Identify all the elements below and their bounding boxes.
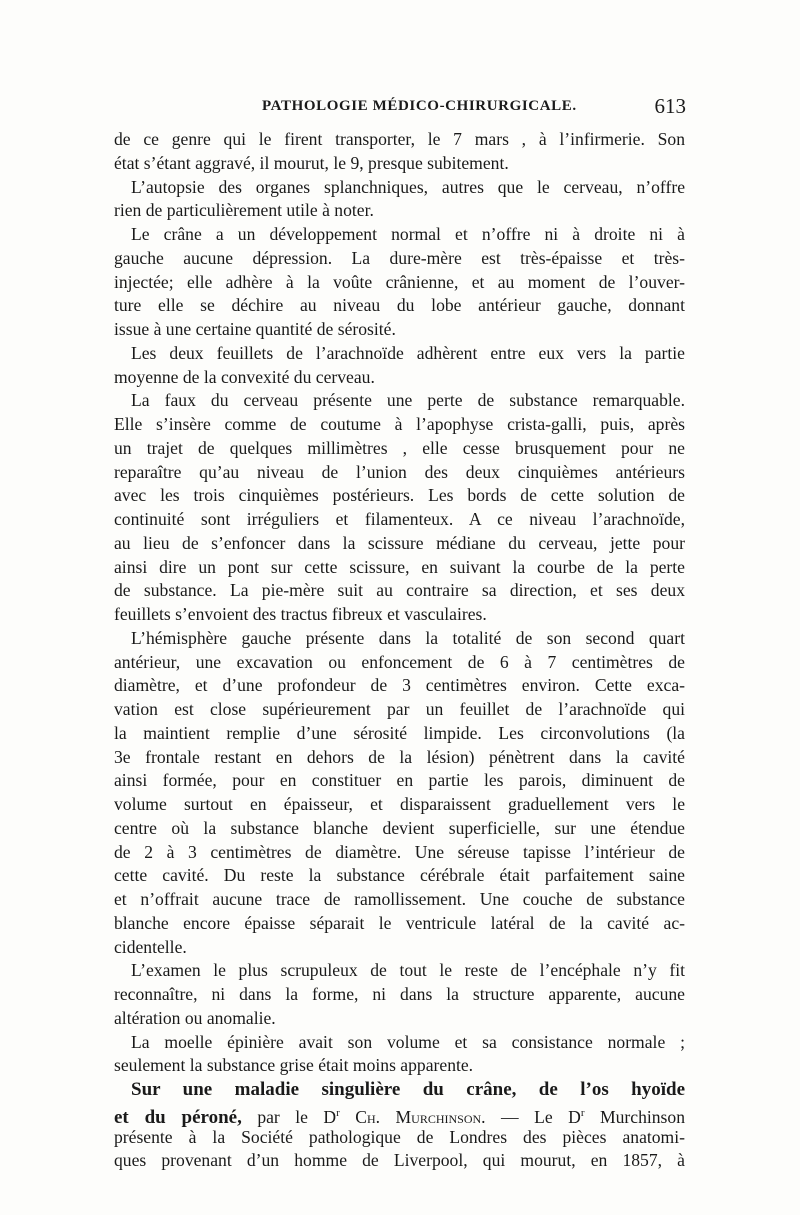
byline-prefix: par le D	[241, 1106, 337, 1127]
text-line: issue à une certaine quantité de sérosité.	[114, 319, 396, 339]
text-line: centre où la substance blanche devient superficielle, sur une étendue	[114, 817, 685, 838]
article-byline-line	[114, 1102, 685, 1126]
text-line: et n’offrait aucune trace de ramollissement. Une couche de substance	[114, 889, 685, 909]
text-line: reparaître qu’au niveau de l’union des deux cinquièmes antérieurs	[114, 461, 685, 482]
text-line: rien de particulièrement utile à noter.	[114, 200, 374, 221]
text-line: reconnaître, ni dans la forme, ni dans la structure apparente, aucune	[114, 984, 685, 1004]
text-line: de ce genre qui le firent transporter, le 7 mars , à l’infirmerie. Son	[114, 129, 685, 149]
text-line: injectée; elle adhère à la voûte crânienne, et au moment de l’ouver-	[114, 271, 685, 292]
text-line: moyenne de la convexité du cerveau.	[114, 366, 375, 387]
text-line: L’autopsie des organes splanchniques, autres que le cerveau, n’offre	[131, 176, 685, 197]
text-line: ture elle se déchire au niveau du lobe antérieur gauche, donnant	[114, 295, 685, 316]
article-title-line	[114, 1078, 685, 1102]
running-head: PATHOLOGIE MÉDICO-CHIRURGICALE.	[262, 98, 577, 114]
text-line: continuité sont irréguliers et filamenteux. A ce niveau l’arachnoïde,	[114, 509, 685, 529]
text-line: Elle s’insère comme de coutume à l’apophyse crista-galli, puis, après	[114, 414, 685, 434]
text-line: L’examen le plus scrupuleux de tout le reste de l’encéphale n’y fit	[131, 960, 685, 981]
text-line: cidentelle.	[114, 936, 187, 957]
text-line: La moelle épinière avait son volume et sa consistance normale ;	[131, 1031, 685, 1052]
byline-continuation: — Le D	[485, 1106, 581, 1127]
text-line: état s’étant aggravé, il mourut, le 9, presque subitement.	[114, 152, 509, 173]
text-line: un trajet de quelques millimètres , elle cesse brusquement pour ne	[114, 437, 685, 458]
article-title-continued: et du péroné,	[114, 1106, 242, 1128]
text-line: 3e frontale restant en dehors de la lésion) pénètrent dans la cavité	[114, 746, 685, 767]
text-line: ainsi formée, pour en constituer en partie les parois, diminuent de	[114, 770, 685, 791]
text-line: La faux du cerveau présente une perte de substance remarquable.	[131, 390, 685, 411]
text-line: avec les trois cinquièmes postérieurs. Les bords de cette solution de	[114, 485, 685, 506]
text-line: au lieu de s’enfoncer dans la scissure médiane du cerveau, jette pour	[114, 532, 685, 553]
text-line: vation est close supérieurement par un feuillet de l’arachnoïde qui	[114, 699, 685, 719]
text-line: L’hémisphère gauche présente dans la totalité de son second quart	[131, 627, 685, 648]
text-line: Le crâne a un développement normal et n’offre ni à droite ni à	[131, 224, 685, 244]
text-line: altération ou anomalie.	[114, 1007, 276, 1028]
text-line: feuillets s’envoient des tractus fibreux et vasculaires.	[114, 604, 487, 624]
text-line: diamètre, et d’une profondeur de 3 centimètres environ. Cette exca-	[114, 675, 685, 696]
text-line: de 2 à 3 centimètres de diamètre. Une séreuse tapisse l’intérieur de	[114, 841, 685, 862]
article-line: ques provenant d’un homme de Liverpool, qui mourut, en 1857, à	[114, 1150, 685, 1171]
page-header	[112, 94, 686, 118]
text-line: volume surtout en épaisseur, et disparaissent graduellement vers le	[114, 794, 685, 814]
author-name: Ch. Murchinson.	[339, 1106, 486, 1127]
text-line: ainsi dire un pont sur cette scissure, en suivant la courbe de la perte	[114, 556, 685, 577]
text-line: la maintient remplie d’une sérosité limpide. Les circonvolutions (la	[114, 722, 685, 743]
text-line: cette cavité. Du reste la substance cérébrale était parfaitement saine	[114, 865, 685, 886]
byline-doctor-suffix-2: r	[580, 1106, 585, 1119]
text-line: Les deux feuillets de l’arachnoïde adhèrent entre eux vers la partie	[131, 342, 685, 363]
byline-end: Murchinson	[584, 1106, 685, 1127]
paragraph-lines	[114, 128, 685, 1078]
article-title: Sur une maladie singulière du crâne, de l’os hyoïde	[131, 1079, 685, 1100]
text-line: blanche encore épaisse séparait le ventricule latéral de la cavité ac-	[114, 912, 685, 933]
text-line: de substance. La pie-mère suit au contraire sa direction, et ses deux	[114, 580, 685, 601]
article-line: présente à la Société pathologique de Londres des pièces anatomi-	[114, 1126, 685, 1147]
text-line: gauche aucune dépression. La dure-mère est très-épaisse et très-	[114, 247, 685, 268]
page-number: 613	[654, 94, 686, 118]
byline-doctor-suffix: r	[336, 1106, 340, 1119]
text-line: seulement la substance grise était moins apparente.	[114, 1055, 474, 1076]
text-line: antérieur, une excavation ou enfoncement de 6 à 7 centimètres de	[114, 651, 685, 672]
body-text	[114, 128, 685, 1173]
